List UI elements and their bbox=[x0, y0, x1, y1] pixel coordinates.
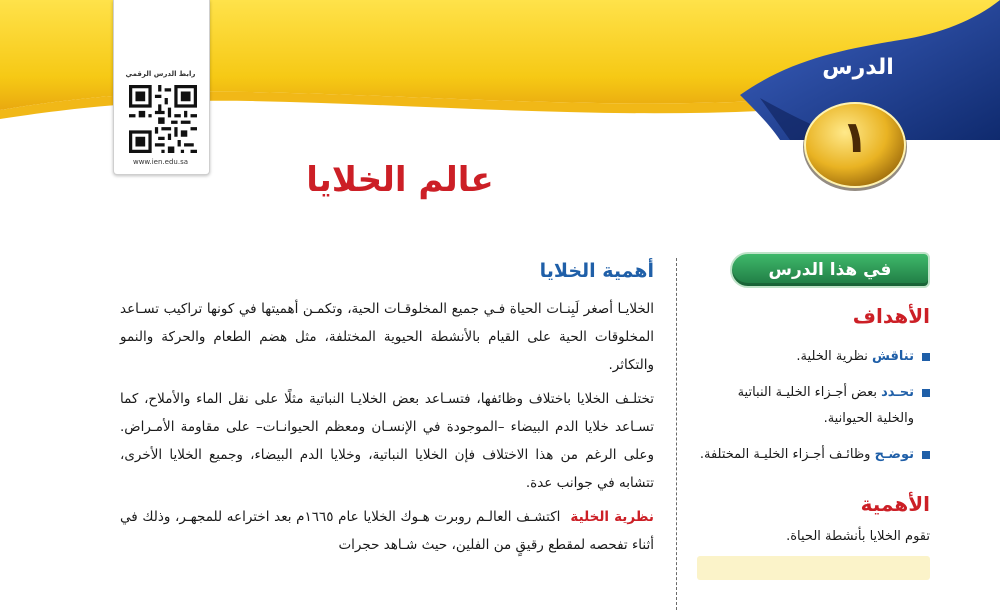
paragraph-3 bbox=[120, 503, 654, 559]
qr-url: www.ien.edu.sa bbox=[132, 158, 189, 166]
objective-text: نظرية الخلية. bbox=[796, 349, 873, 364]
square-bullet-icon bbox=[922, 389, 930, 397]
cell-theory-term: نظرية الخلية bbox=[570, 509, 654, 525]
lesson-number: ١ bbox=[841, 112, 869, 163]
column-divider bbox=[676, 258, 677, 610]
importance-text: تقوم الخلايا بأنشطة الحياة. bbox=[786, 529, 930, 544]
square-bullet-icon bbox=[922, 451, 930, 459]
sidebar bbox=[697, 252, 930, 580]
paragraph-2: تختلـف الخلايا باختلاف وظائفها، فتسـاعد بعض الخلايـا النباتية مثلًا على نقل الماء والأملاح، كما تسـاعد خلايا الدم البيضاء –الموجودة في الإنسـان ومعظم الحيوانـات– على مقاومة الأمـراض. وعلى الرغم من هذا الاختلاف فإن الخلايا النباتية، وخلايا الدم البيضاء، وجميع الخلايا الأخرى، تتشابه في جوانب عدة. bbox=[120, 391, 654, 491]
qr-label: رابط الدرس الرقمي bbox=[125, 70, 196, 78]
lesson-word: الدرس bbox=[822, 55, 894, 80]
paragraph-1: الخلايـا أصغر لَبِنـات الحياة فـي جميع المخلوقـات الحية، وتكمـن أهميتها في كونها تراكيب تسـاعد المخلوقات الحية على القيام بالأنشطة الحيوية المختلفة، مثل هضم الطعام والحركة والنمو والتكاثر. bbox=[120, 301, 654, 373]
square-bullet-icon bbox=[922, 353, 930, 361]
objective-text: بعض أجـزاء الخليـة النباتية والخلية الحيوانية. bbox=[737, 385, 914, 426]
objective-item bbox=[697, 380, 930, 432]
objective-verb: تناقش bbox=[872, 349, 914, 364]
in-lesson-label: في هذا الدرس bbox=[768, 260, 892, 280]
qr-card[interactable] bbox=[113, 0, 210, 175]
objective-text: وظائـف أجـزاء الخليـة المختلفة. bbox=[699, 447, 875, 462]
vocabulary-box bbox=[697, 556, 930, 580]
objective-verb: توضـح bbox=[874, 447, 914, 462]
main-content bbox=[120, 255, 654, 559]
objectives-list bbox=[697, 344, 930, 468]
section-heading: أهمية الخلايا bbox=[539, 260, 654, 282]
qr-code-icon[interactable] bbox=[129, 85, 197, 153]
objectives-heading: الأهداف bbox=[852, 304, 930, 328]
paragraph-3-text: اكتشـف العالـم روبرت هـوك الخلايا عام ١٦٦٥م بعد اختراعه للمجهـر، وذلك في أثناء تفحصه لمقطع رقيقٍ من الفلين، حيث شـاهد حجرات bbox=[120, 509, 654, 553]
objective-verb: تحـدد bbox=[881, 385, 914, 400]
page-title: عالم الخلايا bbox=[306, 160, 494, 200]
importance-heading: الأهمية bbox=[860, 492, 930, 516]
objective-item bbox=[697, 442, 930, 468]
in-lesson-badge bbox=[730, 252, 930, 288]
objective-item bbox=[697, 344, 930, 370]
